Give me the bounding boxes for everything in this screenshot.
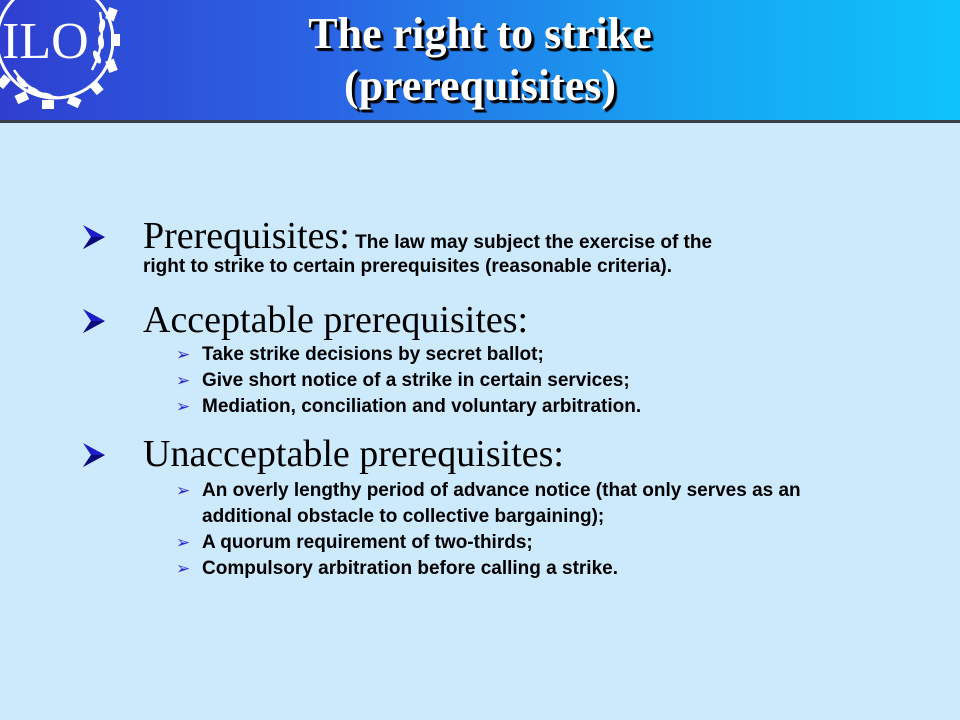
header-divider bbox=[0, 120, 960, 123]
bullet-1-heading: Prerequisites: bbox=[143, 215, 350, 257]
logo-lettering: ILO bbox=[2, 13, 89, 70]
bullet-2-heading: Acceptable prerequisites: bbox=[143, 299, 529, 341]
list-item: ➢ An overly lengthy period of advance notice (that only serves as an additional obstacle to collective bargaining); bbox=[176, 480, 801, 527]
list-item: ➢ A quorum requirement of two-thirds; bbox=[176, 530, 846, 556]
arrowhead-bullet-icon bbox=[80, 440, 114, 470]
list-item: ➢ Mediation, conciliation and voluntary arbitration. bbox=[176, 394, 876, 420]
arrowhead-bullet-icon bbox=[80, 222, 114, 252]
bullet-acceptable bbox=[80, 298, 880, 428]
title-line-2: (prerequisites) bbox=[343, 61, 617, 110]
arrowhead-bullet-icon bbox=[80, 306, 114, 336]
acceptable-list bbox=[176, 342, 876, 420]
bullet-prerequisites bbox=[80, 214, 880, 294]
hollow-arrow-bullet-icon: ➢ bbox=[176, 481, 191, 501]
hollow-arrow-bullet-icon: ➢ bbox=[176, 533, 191, 553]
list-item: ➢ Compulsory arbitration before calling a strike. bbox=[176, 556, 846, 582]
unacceptable-list bbox=[176, 478, 846, 582]
bullet-1-inline: The law may subject the exercise of the bbox=[349, 232, 713, 253]
bullet-1-text bbox=[143, 214, 843, 282]
hollow-arrow-bullet-icon: ➢ bbox=[176, 371, 191, 391]
slide-title bbox=[220, 8, 740, 112]
list-item: ➢ Take strike decisions by secret ballot; bbox=[176, 342, 876, 368]
ilo-logo bbox=[0, 0, 120, 118]
title-line-1: The right to strike bbox=[308, 9, 652, 58]
bullet-3-heading: Unacceptable prerequisites: bbox=[143, 433, 564, 475]
bullet-unacceptable bbox=[80, 432, 880, 592]
hollow-arrow-bullet-icon: ➢ bbox=[176, 559, 191, 579]
bullet-1-continuation: right to strike to certain prerequisites (reasonable criteria). bbox=[143, 256, 672, 277]
list-item: ➢ Give short notice of a strike in certain services; bbox=[176, 368, 876, 394]
hollow-arrow-bullet-icon: ➢ bbox=[176, 345, 191, 365]
hollow-arrow-bullet-icon: ➢ bbox=[176, 397, 191, 417]
